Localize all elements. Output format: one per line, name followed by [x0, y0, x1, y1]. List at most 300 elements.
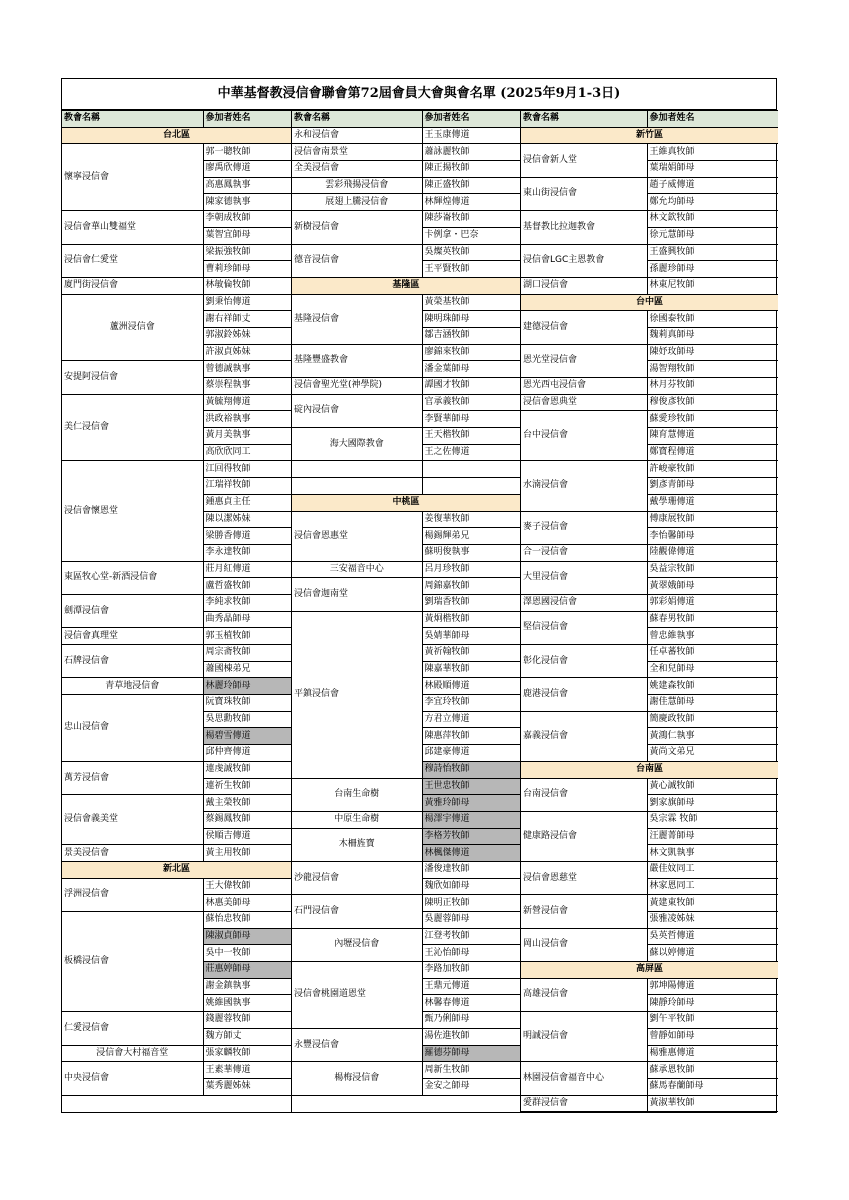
participant-name: 王維真牧師	[647, 144, 778, 161]
participant-name: 陳正揚牧師	[422, 161, 520, 178]
participant-name: 楊碧雪傳道	[203, 728, 291, 745]
table-row	[292, 394, 520, 411]
participant-name: 傅康展牧師	[647, 511, 778, 528]
church-name: 堅信浸信會	[521, 611, 647, 644]
church-name: 德音浸信會	[292, 244, 422, 277]
church-name: 石牌浸信會	[62, 645, 203, 678]
table-row	[292, 344, 520, 361]
church-name: 水湳浸信會	[521, 461, 647, 511]
participant-name: 阮寶珠牧師	[203, 695, 291, 712]
header-church: 教會名稱	[292, 111, 422, 128]
participant-name: 王天楷牧師	[422, 428, 520, 445]
participant-name: 戴學珊傳道	[647, 494, 778, 511]
table-row	[62, 912, 291, 929]
church-name: 東區牧心堂-新酒浸信會	[62, 561, 203, 594]
church-name: 中原生命樹	[292, 811, 422, 828]
participant-name: 呂月珍牧師	[422, 561, 520, 578]
participant-name: 江瑞祥牧師	[203, 478, 291, 495]
table-row	[292, 861, 520, 878]
column-2	[292, 110, 521, 1112]
table-row	[62, 695, 291, 712]
table-row	[292, 211, 520, 228]
participant-name: 嚴佳妏同工	[647, 861, 778, 878]
participant-name: 葉智宜師母	[203, 227, 291, 244]
table-row	[521, 394, 778, 411]
table-row	[292, 928, 520, 945]
participant-name: 姜復華牧師	[422, 511, 520, 528]
participant-name: 林馨春傳道	[422, 995, 520, 1012]
participant-name: 許峻豪牧師	[647, 461, 778, 478]
table-row	[62, 277, 291, 294]
page-title: 中華基督教浸信會聯會第72屆會員大會與會名單 (2025年9月1-3日)	[62, 79, 776, 110]
participant-name: 吳中一牧師	[203, 945, 291, 962]
table-row	[62, 144, 291, 161]
table-row	[292, 778, 520, 795]
church-name: 明誠浸信會	[521, 1012, 647, 1062]
participant-name: 蘇馬春蘭師母	[647, 1078, 778, 1095]
participant-name: 姚維國執事	[203, 995, 291, 1012]
participant-name: 楊錫輝弟兄	[422, 528, 520, 545]
church-name: 忠山浸信會	[62, 695, 203, 762]
table-row	[292, 561, 520, 578]
table-row	[521, 1095, 778, 1112]
participant-name: 黃炯楷牧師	[422, 611, 520, 628]
participant-name: 葉秀麗姊妹	[203, 1078, 291, 1095]
region-header: 新竹區	[521, 127, 778, 144]
participant-name: 盧哲盛牧師	[203, 578, 291, 595]
region-header: 高屏區	[521, 962, 778, 979]
table-row	[521, 1062, 778, 1079]
church-name: 浸信會真理堂	[62, 628, 203, 645]
table-row	[62, 1062, 291, 1079]
table-row	[62, 861, 291, 878]
table-row	[521, 344, 778, 361]
table-row	[521, 594, 778, 611]
table-row	[521, 711, 778, 728]
church-name: 浸信會義美堂	[62, 795, 203, 845]
participant-name: 林惠美師母	[203, 895, 291, 912]
church-name: 鹿港浸信會	[521, 678, 647, 711]
table-row	[62, 294, 291, 311]
participant-name: 蘇承恩牧師	[647, 1062, 778, 1079]
table-row	[62, 645, 291, 662]
participant-name: 王沁怡師母	[422, 945, 520, 962]
table-row	[292, 611, 520, 628]
header-participant: 參加者姓名	[647, 111, 778, 128]
participant-name: 葉瑞娟師母	[647, 161, 778, 178]
participant-name: 潘金葉師母	[422, 361, 520, 378]
participant-name: 穆詩怡牧師	[422, 761, 520, 778]
church-name: 劍潭浸信會	[62, 594, 203, 627]
participant-name: 湯佐進牧師	[422, 1028, 520, 1045]
participant-name: 陳家德執事	[203, 194, 291, 211]
church-name: 永和浸信會	[292, 127, 422, 144]
church-name: 浸信會南景堂	[292, 144, 422, 161]
region-header: 新北區	[62, 861, 291, 878]
participant-name: 吳燦英牧師	[422, 244, 520, 261]
participant-name	[422, 461, 520, 478]
participant-name: 陳靜玲師母	[647, 995, 778, 1012]
participant-name: 蘇愛珍牧師	[647, 411, 778, 428]
table-row	[62, 594, 291, 611]
participant-name: 蕭詠麗牧師	[422, 144, 520, 161]
participant-name: 李永達牧師	[203, 544, 291, 561]
participant-name: 張家麟牧師	[203, 1045, 291, 1062]
table-row	[62, 561, 291, 578]
church-name: 湖口浸信會	[521, 277, 647, 294]
church-name: 新營浸信會	[521, 895, 647, 928]
table-row	[292, 494, 520, 511]
participant-name: 林殿順傳道	[422, 678, 520, 695]
participant-name: 李怡馨師母	[647, 528, 778, 545]
church-name: 全美浸信會	[292, 161, 422, 178]
participant-name: 許淑貞姊妹	[203, 344, 291, 361]
participant-name: 吳思勳牧師	[203, 711, 291, 728]
participant-name: 劉瑞香牧師	[422, 594, 520, 611]
participant-name: 連祈生牧師	[203, 778, 291, 795]
church-name: 永豐浸信會	[292, 1028, 422, 1061]
table-row	[62, 461, 291, 478]
participant-name: 吳英哲傳道	[647, 928, 778, 945]
participant-name: 羅德芬師母	[422, 1045, 520, 1062]
church-name	[292, 478, 422, 495]
participant-name: 鄭允均師母	[647, 194, 778, 211]
participant-name: 曲秀晶師母	[203, 611, 291, 628]
church-name: 浸信會桃園道恩堂	[292, 962, 422, 1029]
participant-name: 黃毓翔傳道	[203, 394, 291, 411]
table-row	[292, 194, 520, 211]
church-name: 萬芳浸信會	[62, 761, 203, 794]
participant-name: 江登考牧師	[422, 928, 520, 945]
participant-name: 周宗斋牧師	[203, 645, 291, 662]
participant-name: 孫麗珍師母	[647, 261, 778, 278]
participant-name: 邱仲齊傳道	[203, 745, 291, 762]
table-row	[62, 111, 291, 128]
participant-name: 黃祈翰牧師	[422, 645, 520, 662]
church-name: 浸信會仁愛堂	[62, 244, 203, 277]
participant-name: 黃心誠牧師	[647, 778, 778, 795]
table-row	[521, 244, 778, 261]
participant-name: 穆俊彥牧師	[647, 394, 778, 411]
table-row	[62, 878, 291, 895]
participant-name: 陳惠萍牧師	[422, 728, 520, 745]
church-name: 平鎮浸信會	[292, 611, 422, 778]
church-name: 浸信會大村福音堂	[62, 1045, 203, 1062]
church-name: 浸信會恩慈堂	[521, 861, 647, 894]
table-row	[292, 511, 520, 528]
table-row	[521, 294, 778, 311]
church-name: 愛群浸信會	[521, 1095, 647, 1112]
table-row	[521, 411, 778, 428]
church-name: 基隆浸信會	[292, 294, 422, 344]
participant-name: 王之佐傳道	[422, 444, 520, 461]
participant-name: 魏莉真師母	[647, 327, 778, 344]
participant-name: 李朝成牧師	[203, 211, 291, 228]
table-row	[62, 795, 291, 812]
table-row	[521, 962, 778, 979]
participant-name: 陳正盛牧師	[422, 177, 520, 194]
participant-name: 王大偉牧師	[203, 878, 291, 895]
church-name: 板橋浸信會	[62, 912, 203, 1012]
table-row	[292, 111, 520, 128]
church-name: 浸信會聖光堂(神學院)	[292, 378, 422, 395]
church-name: 浸信會LGC主恩教會	[521, 244, 647, 277]
participant-name: 王世忠牧師	[422, 778, 520, 795]
table-row	[292, 962, 520, 979]
table-row	[292, 277, 520, 294]
column-1	[62, 110, 292, 1112]
participant-name: 陳妤玫師母	[647, 344, 778, 361]
participant-name: 李格芳牧師	[422, 828, 520, 845]
col1-table	[62, 110, 291, 1096]
table-row	[62, 628, 291, 645]
participant-name: 金安之師母	[422, 1078, 520, 1095]
participant-name: 黃鴻仁執事	[647, 728, 778, 745]
church-name: 懷寧浸信會	[62, 144, 203, 211]
table-row	[62, 244, 291, 261]
table-row	[292, 811, 520, 828]
participant-name: 林東尼牧師	[647, 277, 778, 294]
participant-name: 連虔誠牧師	[203, 761, 291, 778]
table-row	[292, 1028, 520, 1045]
col2-table	[292, 110, 520, 1096]
participant-name: 梁勝香傳道	[203, 528, 291, 545]
table-row	[521, 378, 778, 395]
participant-name: 郭坤陽傳道	[647, 978, 778, 995]
participant-name: 李宜玲牧師	[422, 695, 520, 712]
participant-name: 林家恩同工	[647, 878, 778, 895]
participant-name: 任卓蕃牧師	[647, 645, 778, 662]
table-row	[521, 895, 778, 912]
table-row	[521, 928, 778, 945]
church-name: 仁愛浸信會	[62, 1012, 203, 1045]
church-name: 碇內浸信會	[292, 394, 422, 427]
participant-name: 林楓傑傳道	[422, 845, 520, 862]
participant-name: 湯智翔牧師	[647, 361, 778, 378]
church-name: 沙龍浸信會	[292, 861, 422, 894]
table-row	[292, 478, 520, 495]
table-row	[62, 127, 291, 144]
participant-name: 趙子威傳道	[647, 177, 778, 194]
church-name: 美仁浸信會	[62, 394, 203, 461]
table-row	[292, 378, 520, 395]
table-row	[521, 1012, 778, 1029]
participant-name: 莊惠婷師母	[203, 962, 291, 979]
participant-name: 陳育慧傳道	[647, 428, 778, 445]
region-header: 台南區	[521, 761, 778, 778]
table-row	[292, 177, 520, 194]
table-row	[292, 895, 520, 912]
church-name: 林園浸信會福音中心	[521, 1062, 647, 1095]
church-name: 大里浸信會	[521, 561, 647, 594]
participant-name: 李路加牧師	[422, 962, 520, 979]
participant-name: 黃榮基牧師	[422, 294, 520, 311]
participant-name: 簡慶政牧師	[647, 711, 778, 728]
participant-name: 王素華傳道	[203, 1062, 291, 1079]
table-row	[521, 461, 778, 478]
participant-name: 林月芬牧師	[647, 378, 778, 395]
participant-name: 全和兒師母	[647, 661, 778, 678]
church-name: 東山街浸信會	[521, 177, 647, 210]
church-name: 內壢浸信會	[292, 928, 422, 961]
church-name: 木柵旌寶	[292, 828, 422, 861]
table-row	[62, 845, 291, 862]
participant-name: 曾忠維執事	[647, 628, 778, 645]
participant-name: 陳莎崙牧師	[422, 211, 520, 228]
participant-name: 黃建東牧師	[647, 895, 778, 912]
participant-name: 曾德誠執事	[203, 361, 291, 378]
church-name: 基督教比拉迦教會	[521, 211, 647, 244]
church-name: 三安福音中心	[292, 561, 422, 578]
table-row	[62, 361, 291, 378]
participant-name: 王玉康傳道	[422, 127, 520, 144]
participant-name: 陳嘉華牧師	[422, 661, 520, 678]
church-name: 合一浸信會	[521, 544, 647, 561]
participant-name: 謝佳慧師母	[647, 695, 778, 712]
church-name: 石門浸信會	[292, 895, 422, 928]
participant-name: 郭玉植牧師	[203, 628, 291, 645]
roster-grid	[62, 110, 776, 1112]
church-name: 岡山浸信會	[521, 928, 647, 961]
column-3	[521, 110, 778, 1112]
participant-name: 潘俊達牧師	[422, 861, 520, 878]
participant-name: 譚國才牧師	[422, 378, 520, 395]
region-header: 中桃區	[292, 494, 520, 511]
church-name: 嘉義浸信會	[521, 711, 647, 761]
church-name: 健康路浸信會	[521, 811, 647, 861]
church-name: 麥子浸信會	[521, 511, 647, 544]
table-row	[62, 761, 291, 778]
table-row	[521, 511, 778, 528]
table-row	[292, 461, 520, 478]
church-name: 景美浸信會	[62, 845, 203, 862]
table-row	[521, 861, 778, 878]
participant-name: 鍾惠貞主任	[203, 494, 291, 511]
table-row	[521, 144, 778, 161]
participant-name: 徐國泰牧師	[647, 311, 778, 328]
table-row	[62, 394, 291, 411]
participant-name: 王平賢牧師	[422, 261, 520, 278]
participant-name: 鄭寶程傳道	[647, 444, 778, 461]
region-header: 台中區	[521, 294, 778, 311]
table-row	[521, 978, 778, 995]
church-name: 台南生命樹	[292, 778, 422, 811]
participant-name: 吳麗蓉師母	[422, 912, 520, 929]
participant-name: 蔡錫鳳牧師	[203, 811, 291, 828]
participant-name: 王盛興牧師	[647, 244, 778, 261]
participant-name: 王鼎元傳道	[422, 978, 520, 995]
church-name: 高雄浸信會	[521, 978, 647, 1011]
table-row	[521, 311, 778, 328]
attendee-sheet	[61, 78, 777, 1113]
table-row	[521, 611, 778, 628]
table-row	[521, 127, 778, 144]
participant-name: 李純求牧師	[203, 594, 291, 611]
participant-name: 蘇明俊執事	[422, 544, 520, 561]
participant-name: 林文欽牧師	[647, 211, 778, 228]
participant-name: 陳明正牧師	[422, 895, 520, 912]
church-name: 浸信會懷恩堂	[62, 461, 203, 561]
participant-name: 李賢華師母	[422, 411, 520, 428]
participant-name: 劉彥青師母	[647, 478, 778, 495]
participant-name: 莊月紅傳道	[203, 561, 291, 578]
participant-name: 高欣欣同工	[203, 444, 291, 461]
participant-name: 陸觀偉傳道	[647, 544, 778, 561]
table-row	[521, 778, 778, 795]
church-name: 建德浸信會	[521, 311, 647, 344]
church-name: 海大國際教會	[292, 428, 422, 461]
participant-name: 蘇以婷傳道	[647, 945, 778, 962]
header-participant: 參加者姓名	[203, 111, 291, 128]
participant-name: 姚建森牧師	[647, 678, 778, 695]
church-name: 澤恩國浸信會	[521, 594, 647, 611]
church-name: 雲彩飛揚浸信會	[292, 177, 422, 194]
table-row	[521, 211, 778, 228]
participant-name: 魏方師丈	[203, 1028, 291, 1045]
participant-name: 蕭國棟弟兄	[203, 661, 291, 678]
church-name: 廈門街浸信會	[62, 277, 203, 294]
participant-name: 林輝煌傳道	[422, 194, 520, 211]
table-row	[292, 828, 520, 845]
participant-name: 吳婧華師母	[422, 628, 520, 645]
table-row	[521, 561, 778, 578]
participant-name: 吳宗霖 牧師	[647, 811, 778, 828]
participant-name: 錢麗蓉牧師	[203, 1012, 291, 1029]
church-name: 新樹浸信會	[292, 211, 422, 244]
participant-name: 郭彩娟傳道	[647, 594, 778, 611]
table-row	[521, 761, 778, 778]
participant-name: 林文凱執事	[647, 845, 778, 862]
participant-name: 邱建豪傳道	[422, 745, 520, 762]
church-name: 浸信會新人堂	[521, 144, 647, 177]
church-name: 台中浸信會	[521, 411, 647, 461]
participant-name: 魏欣如師母	[422, 878, 520, 895]
participant-name: 梁振強牧師	[203, 244, 291, 261]
participant-name: 林敏倫牧師	[203, 277, 291, 294]
participant-name: 陳以潔姊妹	[203, 511, 291, 528]
church-name: 楊梅浸信會	[292, 1062, 422, 1095]
participant-name: 郭淑鈴姊妹	[203, 327, 291, 344]
participant-name: 黃尚文弟兄	[647, 745, 778, 762]
table-row	[292, 578, 520, 595]
table-row	[521, 277, 778, 294]
participant-name: 曾靜如師母	[647, 1028, 778, 1045]
table-row	[521, 678, 778, 695]
participant-name: 廖禹欣傳道	[203, 161, 291, 178]
participant-name: 鄒吉涵牧師	[422, 327, 520, 344]
table-row	[521, 645, 778, 662]
participant-name: 吳益宗牧師	[647, 561, 778, 578]
participant-name: 戴主榮牧師	[203, 795, 291, 812]
participant-name: 官承義牧師	[422, 394, 520, 411]
church-name: 浮洲浸信會	[62, 878, 203, 911]
table-row	[292, 127, 520, 144]
table-row	[292, 144, 520, 161]
participant-name: 郭一聰牧師	[203, 144, 291, 161]
table-row	[62, 1045, 291, 1062]
church-name: 浸信會迦南堂	[292, 578, 422, 611]
participant-name: 黃雅玲師母	[422, 795, 520, 812]
participant-name: 楊雅惠傳道	[647, 1045, 778, 1062]
participant-name: 洪政裕執事	[203, 411, 291, 428]
table-row	[521, 111, 778, 128]
participant-name: 黃翠娥師母	[647, 578, 778, 595]
participant-name: 謝金鎮執事	[203, 978, 291, 995]
participant-name: 黃淑華牧師	[647, 1095, 778, 1112]
church-name: 浸信會恩惠堂	[292, 511, 422, 561]
table-row	[292, 428, 520, 445]
participant-name: 卡例拿・巴奈	[422, 227, 520, 244]
